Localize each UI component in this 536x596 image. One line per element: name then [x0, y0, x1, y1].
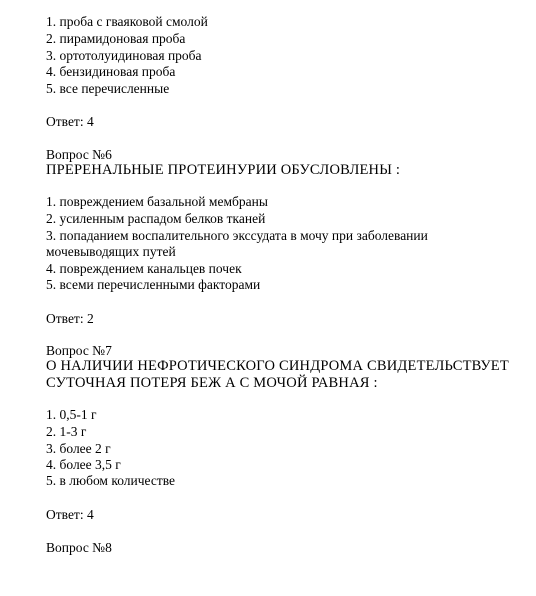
q7-option-3: 3. более 2 г	[46, 441, 111, 456]
q7-label: Вопрос №7	[46, 343, 112, 358]
q6-option-3-continued: мочевыводящих путей	[46, 244, 176, 259]
q5-option-5: 5. все перечисленные	[46, 81, 170, 96]
q6-option-2: 2. усиленным распадом белков тканей	[46, 211, 266, 226]
q6-question: ПРЕРЕНАЛЬНЫЕ ПРОТЕИНУРИИ ОБУСЛОВЛЕНЫ :	[46, 162, 401, 178]
q7-option-4: 4. более 3,5 г	[46, 457, 121, 472]
q5-option-3: 3. ортотолуидиновая проба	[46, 48, 202, 63]
q6-option-4: 4. повреждением канальцев почек	[46, 261, 242, 276]
q5-option-1: 1. проба с гваяковой смолой	[46, 14, 208, 29]
q6-option-5: 5. всеми перечисленными факторами	[46, 277, 261, 292]
q7-option-5: 5. в любом количестве	[46, 473, 176, 488]
q8-label: Вопрос №8	[46, 540, 112, 555]
q5-answer: Ответ: 4	[46, 114, 94, 129]
q5-option-4: 4. бензидиновая проба	[46, 64, 176, 79]
q7-question-line-1: О НАЛИЧИИ НЕФРОТИЧЕСКОГО СИНДРОМА СВИДЕТЕЛЬСТВУЕТ	[46, 358, 509, 374]
q6-answer: Ответ: 2	[46, 311, 94, 326]
q7-question-line-2: СУТОЧНАЯ ПОТЕРЯ БЕЖ А С МОЧОЙ РАВНАЯ :	[46, 375, 378, 391]
q7-answer: Ответ: 4	[46, 507, 94, 522]
q7-option-2: 2. 1-3 г	[46, 424, 87, 439]
q5-option-2: 2. пирамидоновая проба	[46, 31, 186, 46]
q7-option-1: 1. 0,5-1 г	[46, 407, 97, 422]
q6-label: Вопрос №6	[46, 147, 112, 162]
q6-option-3: 3. попаданием воспалительного экссудата в мочу при заболевании	[46, 228, 428, 243]
q6-option-1: 1. повреждением базальной мембраны	[46, 194, 268, 209]
